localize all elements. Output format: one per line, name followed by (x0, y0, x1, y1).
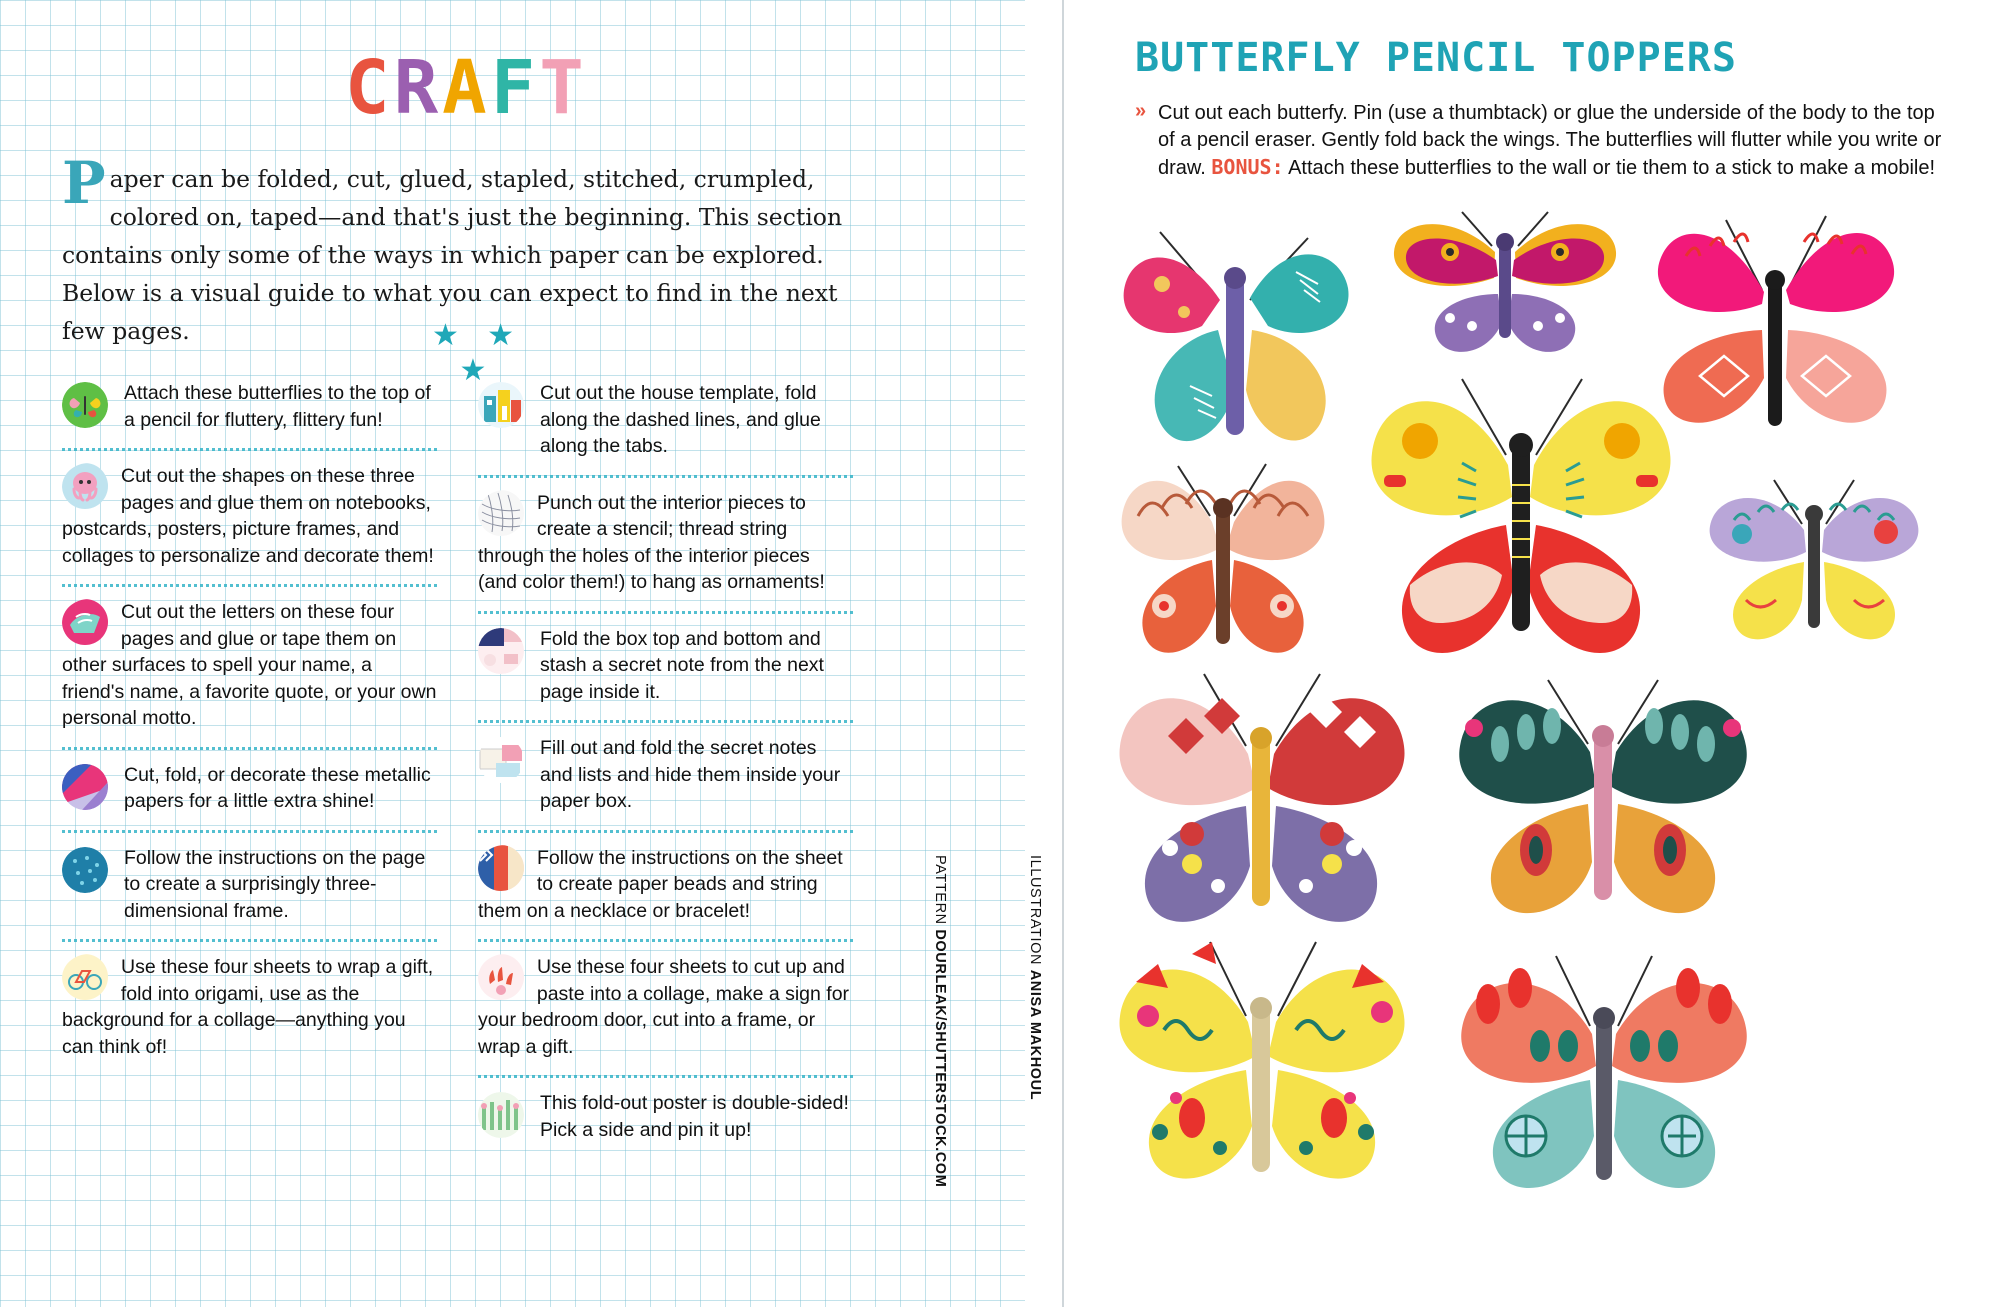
lavender-yellow-butterfly (1690, 450, 1940, 670)
frame-thumb (62, 847, 108, 893)
beads-thumb (478, 845, 532, 893)
dotted-divider (478, 611, 853, 614)
bicycle-thumb (62, 954, 116, 1002)
right-page (1080, 0, 2000, 1307)
dotted-divider (478, 720, 853, 723)
list-item (62, 380, 437, 444)
butterflies-thumb (62, 382, 108, 428)
letters-thumb (62, 599, 116, 647)
list-item (62, 762, 437, 826)
drop-cap: P (62, 149, 106, 217)
poster-thumb (478, 1092, 524, 1138)
list-item (478, 1090, 853, 1154)
dotted-divider (478, 830, 853, 833)
star-divider: ★ ★ ★ (431, 319, 525, 387)
page-title (345, 45, 588, 131)
dotted-divider (478, 1075, 853, 1078)
title-letter-r: R (393, 45, 443, 131)
octopus-thumb (62, 463, 116, 511)
box-thumb (478, 628, 524, 674)
list-item-text: Punch out the interior pieces to create a stencil; thread string through the holes of the interior pieces (and color them!) to hang as ornaments! (478, 491, 825, 593)
intro-text: aper can be folded, cut, glued, stapled, stitched, crumpled, colored on, taped—and that's just the beginning. This section contains only some of the ways in which paper can be explored. Below is a visual guide to what you can expect to find in the next few pages. (62, 165, 843, 345)
list-item-text: Cut, fold, or decorate these metallic papers for a little extra shine! (124, 763, 431, 812)
yellow-red-butterfly (1350, 345, 1690, 685)
dotted-divider (62, 830, 437, 833)
instructions-part1: Cut out each butterfy. Pin (use a thumbtack) or glue the underside of the body to the top of a pencil eraser. Gently fold back the wings. The butterflies will flutter while you write or draw. (1158, 102, 1942, 179)
collage-thumb (478, 954, 532, 1002)
pattern-credit-prefix: PATTERN (932, 855, 948, 930)
butterfly-instructions (1158, 100, 1948, 182)
page-gutter (1025, 0, 1065, 1307)
guide-column-right (478, 380, 853, 1154)
dotted-divider (62, 584, 437, 587)
dotted-divider (478, 939, 853, 942)
list-item-text: Use these four sheets to cut up and paste into a collage, make a sign for your bedroom door, cut into a frame, or wrap a gift. (478, 956, 850, 1058)
dotted-divider (62, 939, 437, 942)
purple-red-butterfly (1100, 650, 1430, 950)
yellow-swirl-butterfly (1100, 920, 1430, 1210)
list-item (62, 845, 437, 936)
list-item-text: Cut out the house template, fold along the dashed lines, and glue along the tabs. (540, 382, 821, 457)
list-item-text: This fold-out poster is double-sided! Pick a side and pin it up! (540, 1092, 849, 1141)
notes-thumb (478, 737, 524, 783)
list-item (478, 626, 853, 717)
butterfly-grid (1100, 180, 2000, 1290)
list-item (478, 380, 853, 471)
guide-column-left (62, 380, 437, 1071)
list-item-text: Fill out and fold the secret notes and lists and hide them inside your paper box. (540, 737, 841, 812)
butterfly-page-title: BUTTERFLY PENCIL TOPPERS (1135, 35, 1737, 81)
list-item (478, 954, 853, 1071)
list-item (62, 463, 437, 580)
instructions-part2: Attach these butterflies to the wall or tie them to a stick to make a mobile! (1283, 157, 1936, 179)
pattern-credit (932, 855, 948, 1187)
dotted-divider (478, 475, 853, 478)
gutter-rule (1062, 0, 1064, 1307)
illustration-credit-source: ANISA MAKHOUL (1027, 969, 1043, 1101)
house-thumb (478, 382, 524, 428)
list-item-text: Cut out the letters on these four pages and glue or tape them on other surfaces to spell your name, a friend's name, a favorite quote, or your own personal motto. (62, 601, 437, 729)
list-item-text: Attach these butterflies to the top of a pencil for fluttery, flittery fun! (124, 382, 431, 431)
title-letter-t: T (539, 45, 588, 131)
list-item-text: Follow the instructions on the sheet to create paper beads and string them on a necklace or bracelet! (478, 846, 843, 922)
list-item-text: Use these four sheets to wrap a gift, fold into origami, use as the background for a collage—anything you can think of! (62, 956, 434, 1058)
stencil-thumb (478, 490, 532, 538)
dark-teal-moth (1440, 660, 1770, 950)
title-letter-f: F (490, 45, 540, 131)
bonus-label: BONUS: (1211, 155, 1284, 179)
illustration-credit-prefix: ILLUSTRATION (1027, 855, 1043, 970)
illustration-credit (1027, 855, 1043, 1100)
list-item-text: Cut out the shapes on these three pages and glue them on notebooks, postcards, posters, picture frames, and collages to personalize and decorate them! (62, 465, 434, 567)
pattern-credit-source: DOURLEAK/SHUTTERSTOCK.COM (932, 929, 948, 1188)
dotted-divider (62, 747, 437, 750)
dotted-divider (62, 448, 437, 451)
list-item (62, 599, 437, 743)
list-item (478, 735, 853, 826)
list-item-text: Fold the box top and bottom and stash a secret note from the next page inside it. (540, 627, 824, 703)
metallic-thumb (62, 764, 108, 810)
bullet-arrow-icon: » (1135, 100, 1147, 122)
teal-coral-butterfly (1440, 940, 1770, 1220)
title-letter-c: C (345, 45, 394, 131)
list-item (62, 954, 437, 1071)
list-item (478, 845, 853, 936)
list-item (478, 490, 853, 607)
list-item-text: Follow the instructions on the page to create a surprisingly three-dimensional frame. (124, 846, 426, 922)
title-letter-a: A (442, 45, 491, 131)
